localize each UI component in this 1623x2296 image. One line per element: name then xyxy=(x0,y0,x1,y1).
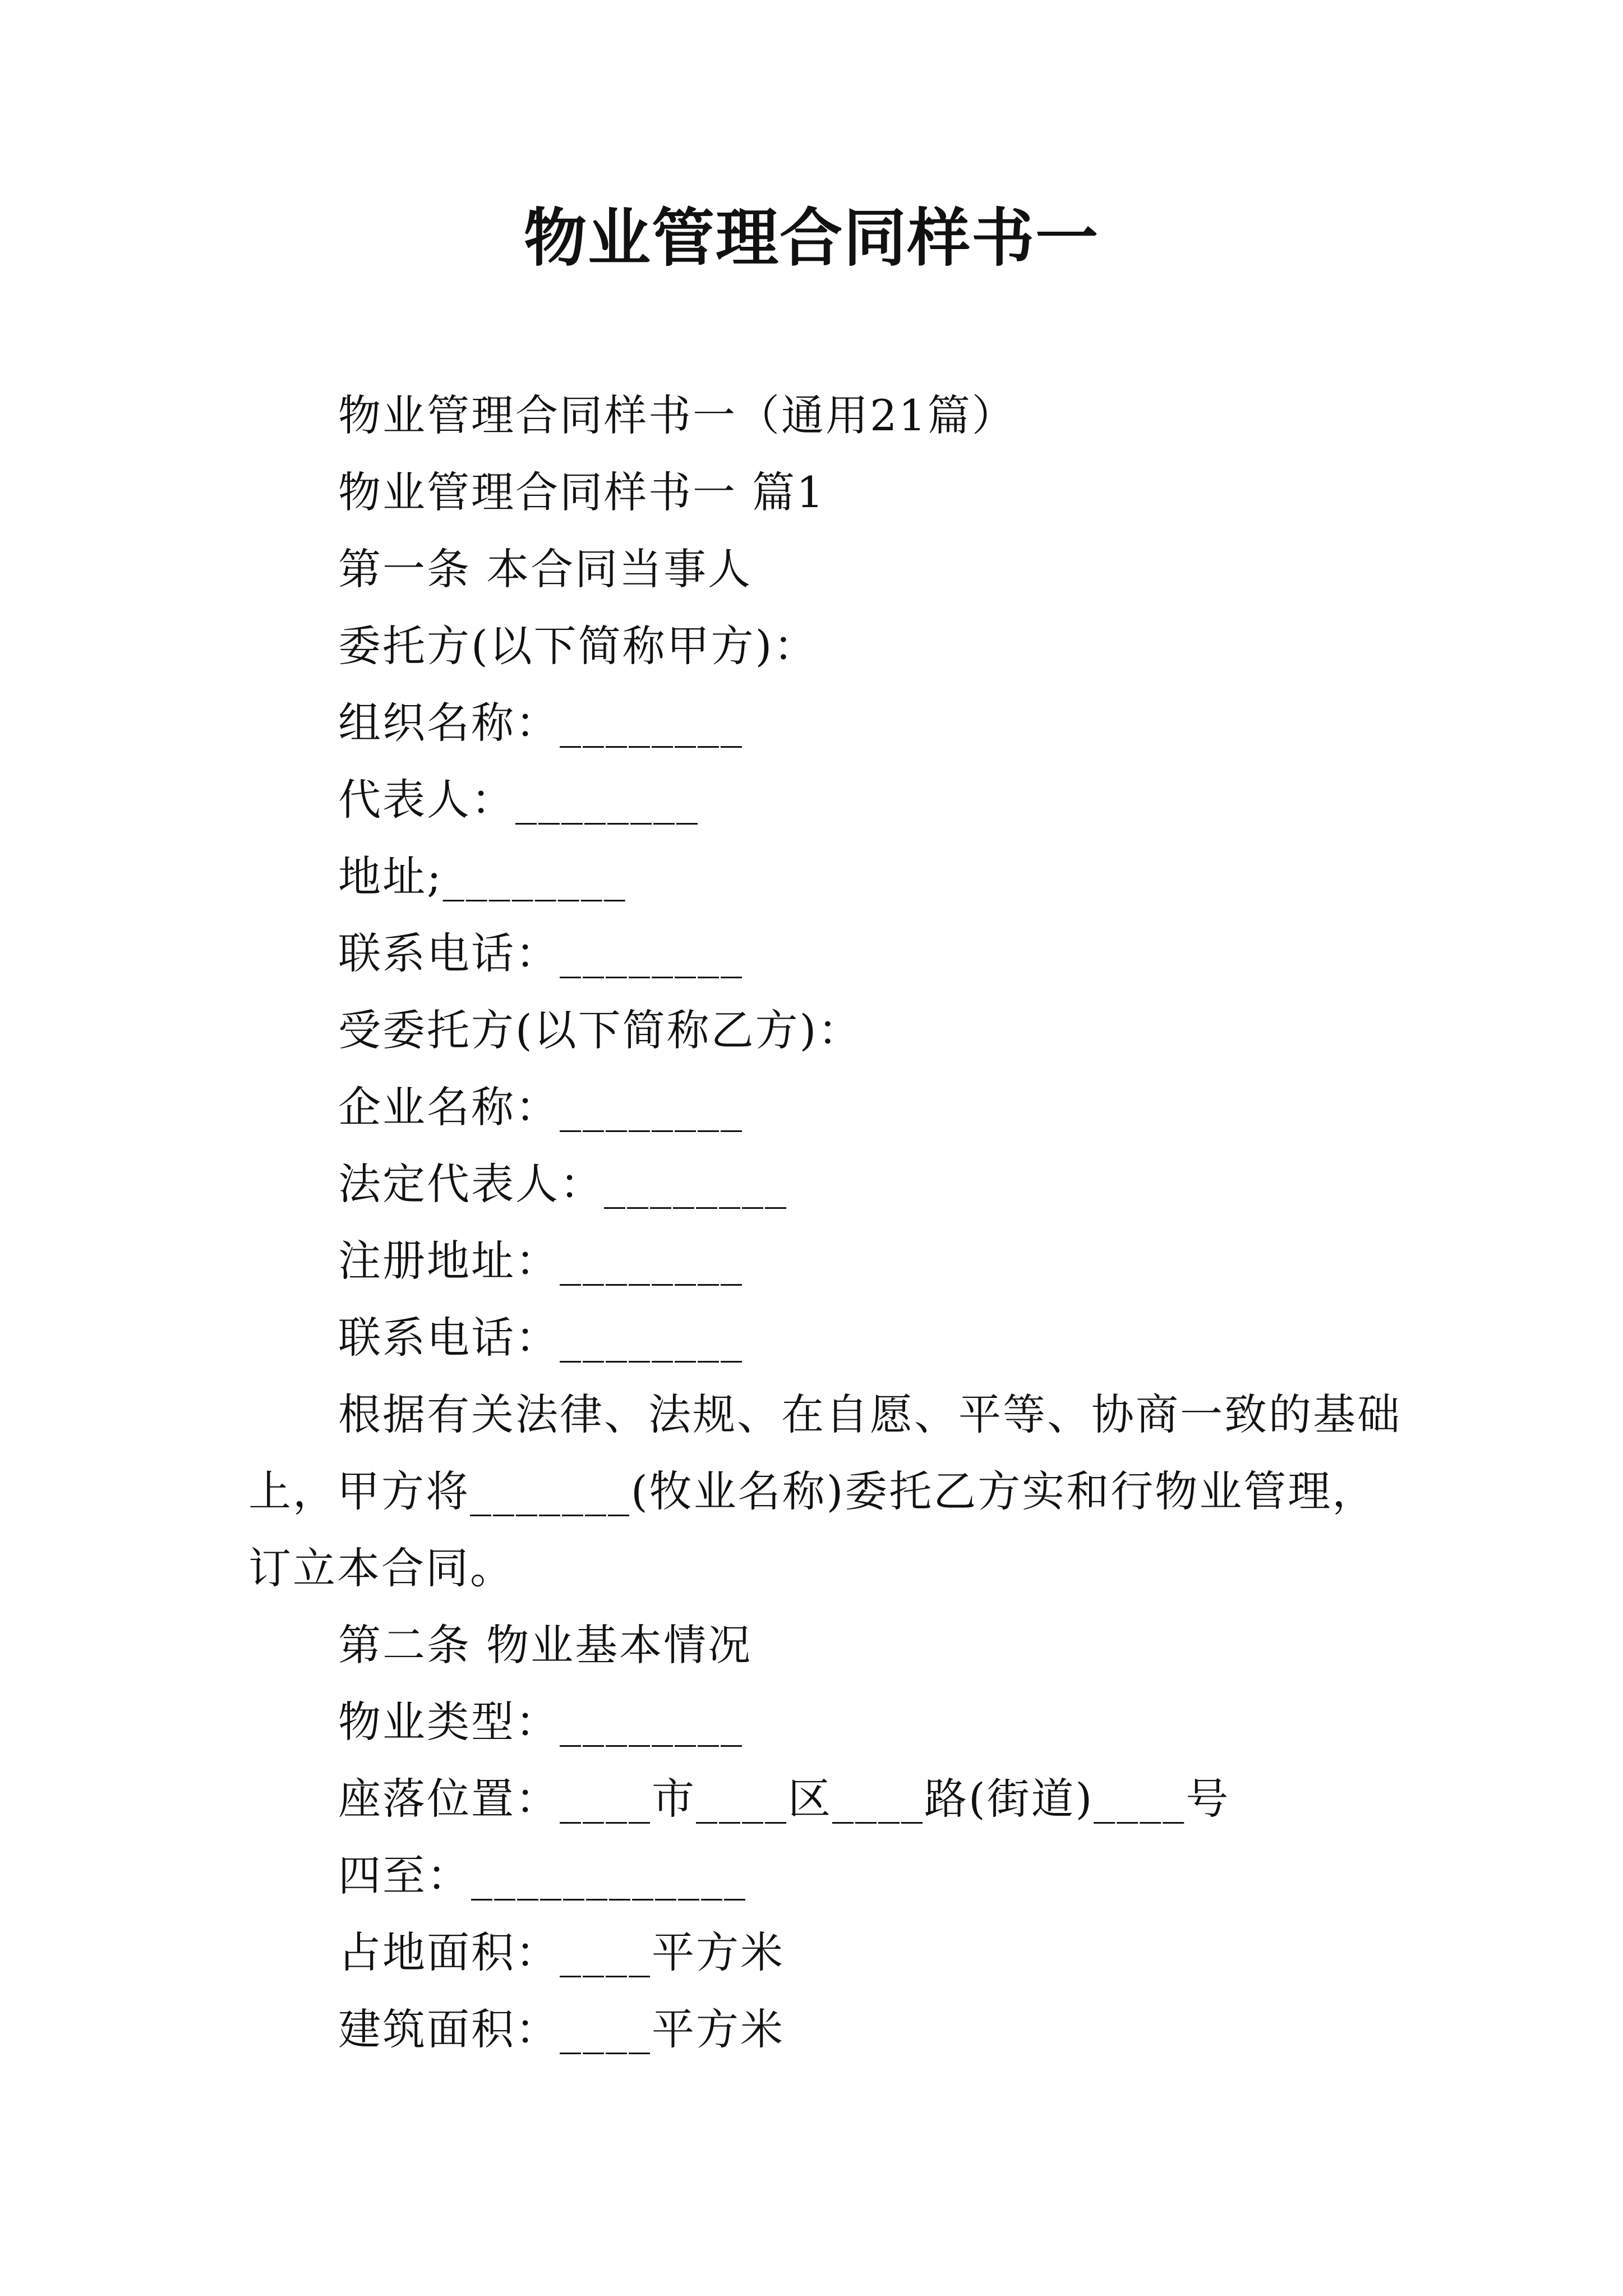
form-field-line: 注册地址：________ xyxy=(338,1236,744,1286)
form-field-line: 企业名称：________ xyxy=(338,1082,744,1132)
form-field-line: 建筑面积：____平方米 xyxy=(338,2004,785,2054)
paragraph-line: 受委托方(以下简称乙方)： xyxy=(338,1005,863,1055)
form-field-line: 物业类型：________ xyxy=(338,1697,744,1747)
section-heading: 物业管理合同样书一 篇1 xyxy=(338,467,826,517)
paragraph-line: 订立本合同。 xyxy=(248,1543,514,1593)
subtitle-line: 物业管理合同样书一（通用21篇） xyxy=(338,390,1016,440)
paragraph-line: 根据有关法律、法规、在自愿、平等、协商一致的基础 xyxy=(338,1389,1401,1439)
form-field-line: 座落位置：____市____区____路(街道)____号 xyxy=(338,1774,1230,1824)
form-field-line: 代表人：________ xyxy=(338,775,699,825)
form-field-line: 四至：____________ xyxy=(338,1851,747,1901)
form-field-line: 联系电话：________ xyxy=(338,928,744,978)
paragraph-line: 委托方(以下简称甲方)： xyxy=(338,621,818,671)
form-field-line: 法定代表人：________ xyxy=(338,1159,788,1209)
document-title: 物业管理合同样书一 xyxy=(524,201,1099,275)
form-field-line: 地址;________ xyxy=(338,852,627,901)
form-field-line: 联系电话：________ xyxy=(338,1313,744,1363)
document-body xyxy=(248,377,1401,2068)
article-heading: 第一条 本合同当事人 xyxy=(338,544,753,594)
paragraph-line: 上，甲方将_______(牧业名称)委托乙方实和行物业管理， xyxy=(248,1466,1377,1516)
form-field-line: 占地面积：____平方米 xyxy=(338,1927,785,1977)
article-heading: 第二条 物业基本情况 xyxy=(338,1620,753,1670)
form-field-line: 组织名称：________ xyxy=(338,698,744,748)
